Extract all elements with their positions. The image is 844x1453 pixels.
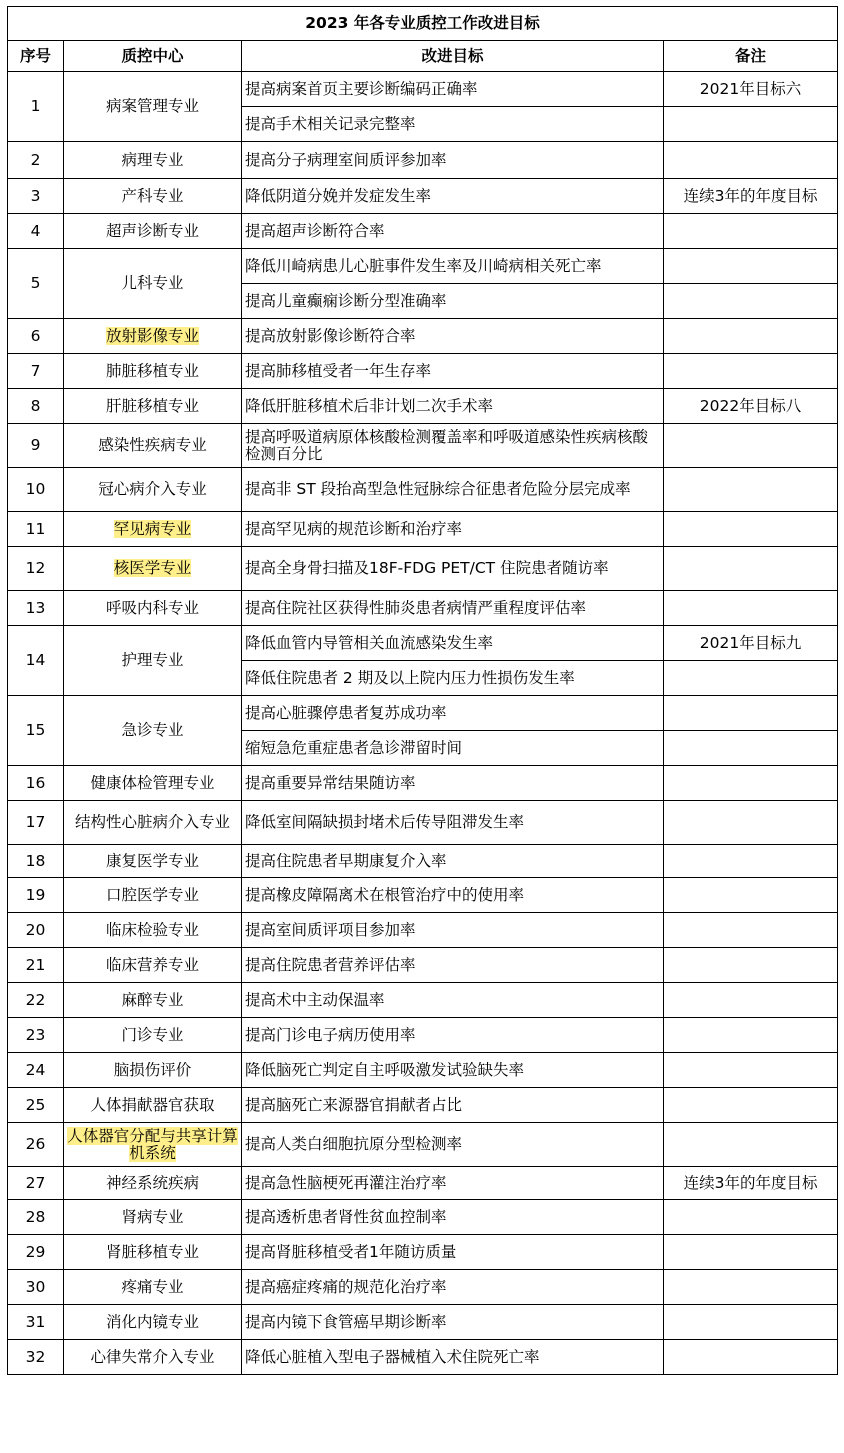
row-num: 20 — [8, 913, 64, 948]
row-note — [664, 878, 838, 913]
center-label: 感染性疾病专业 — [98, 436, 207, 454]
row-center — [64, 214, 242, 249]
center-label: 病理专业 — [121, 150, 184, 169]
center-label: 临床检验专业 — [105, 920, 199, 939]
row-num: 28 — [8, 1200, 64, 1235]
center-label: 脑损伤评价 — [113, 1060, 192, 1079]
row-center — [64, 1123, 242, 1167]
row-note — [664, 107, 838, 142]
row-note: 连续3年的年度目标 — [664, 1167, 838, 1200]
table-row — [8, 878, 838, 913]
table-row — [8, 948, 838, 983]
center-label: 临床营养专业 — [105, 955, 199, 974]
table-row — [8, 1200, 838, 1235]
row-num: 21 — [8, 948, 64, 983]
row-note — [664, 354, 838, 389]
row-num: 17 — [8, 801, 64, 845]
row-center — [64, 1167, 242, 1200]
table-row — [8, 626, 838, 661]
table-row — [8, 179, 838, 214]
row-center — [64, 878, 242, 913]
table-body — [8, 72, 838, 1375]
row-center — [64, 142, 242, 179]
table-row — [8, 389, 838, 424]
row-note — [664, 845, 838, 878]
center-label: 肾脏移植专业 — [105, 1242, 199, 1261]
center-label: 护理专业 — [121, 651, 184, 669]
center-label: 儿科专业 — [121, 274, 184, 292]
row-center — [64, 424, 242, 468]
row-goal: 提高手术相关记录完整率 — [242, 107, 664, 142]
row-center — [64, 468, 242, 512]
table-row — [8, 801, 838, 845]
table-row — [8, 142, 838, 179]
row-note — [664, 913, 838, 948]
table-row — [8, 1123, 838, 1167]
row-goal: 提高非 ST 段抬高型急性冠脉综合征患者危险分层完成率 — [242, 468, 664, 512]
row-note — [664, 1053, 838, 1088]
row-num: 13 — [8, 591, 64, 626]
row-note — [664, 1270, 838, 1305]
row-num: 31 — [8, 1305, 64, 1340]
row-goal: 提高心脏骤停患者复苏成功率 — [242, 696, 664, 731]
table-row — [8, 1235, 838, 1270]
row-note — [664, 948, 838, 983]
row-num: 1 — [8, 72, 64, 142]
table-row — [8, 72, 838, 107]
row-goal: 提高儿童癫痫诊断分型准确率 — [242, 284, 664, 319]
row-center — [64, 983, 242, 1018]
table-row — [8, 1305, 838, 1340]
center-label: 疼痛专业 — [121, 1277, 184, 1296]
table-row — [8, 547, 838, 591]
row-note — [664, 696, 838, 731]
row-goal: 提高肾脏移植受者1年随访质量 — [242, 1235, 664, 1270]
table-row — [8, 1270, 838, 1305]
table-row — [8, 766, 838, 801]
row-note — [664, 214, 838, 249]
table-row — [8, 696, 838, 731]
row-note — [664, 512, 838, 547]
row-note — [664, 547, 838, 591]
row-goal: 降低住院患者 2 期及以上院内压力性损伤发生率 — [242, 661, 664, 696]
row-goal: 提高呼吸道病原体核酸检测覆盖率和呼吸道感染性疾病核酸检测百分比 — [242, 424, 664, 468]
center-label: 放射影像专业 — [105, 326, 199, 345]
row-num: 19 — [8, 878, 64, 913]
table-row — [8, 319, 838, 354]
header-goal: 改进目标 — [242, 41, 664, 72]
row-goal: 降低阴道分娩并发症发生率 — [242, 179, 664, 214]
row-num: 24 — [8, 1053, 64, 1088]
center-label: 人体捐献器官获取 — [90, 1095, 215, 1114]
center-label: 肝脏移植专业 — [105, 396, 199, 415]
row-center — [64, 319, 242, 354]
row-goal: 提高肺移植受者一年生存率 — [242, 354, 664, 389]
header-num: 序号 — [8, 41, 64, 72]
row-goal: 提高室间质评项目参加率 — [242, 913, 664, 948]
table-row — [8, 1053, 838, 1088]
row-num: 16 — [8, 766, 64, 801]
row-note: 连续3年的年度目标 — [664, 179, 838, 214]
row-note — [664, 1018, 838, 1053]
row-center — [64, 1235, 242, 1270]
row-goal: 提高急性脑梗死再灌注治疗率 — [242, 1167, 664, 1200]
row-num: 7 — [8, 354, 64, 389]
center-label: 麻醉专业 — [121, 990, 184, 1009]
row-goal: 降低肝脏移植术后非计划二次手术率 — [242, 389, 664, 424]
center-label: 急诊专业 — [121, 721, 184, 739]
row-center — [64, 1088, 242, 1123]
row-note — [664, 983, 838, 1018]
center-label: 核医学专业 — [113, 559, 192, 577]
center-label: 冠心病介入专业 — [98, 480, 207, 498]
row-center — [64, 547, 242, 591]
row-center — [64, 696, 242, 766]
row-goal: 提高放射影像诊断符合率 — [242, 319, 664, 354]
row-note — [664, 1200, 838, 1235]
row-num: 25 — [8, 1088, 64, 1123]
row-goal: 提高癌症疼痛的规范化治疗率 — [242, 1270, 664, 1305]
row-goal: 降低脑死亡判定自主呼吸激发试验缺失率 — [242, 1053, 664, 1088]
table-row — [8, 1018, 838, 1053]
row-num: 5 — [8, 249, 64, 319]
row-goal: 提高重要异常结果随访率 — [242, 766, 664, 801]
row-goal: 提高人类白细胞抗原分型检测率 — [242, 1123, 664, 1167]
row-num: 15 — [8, 696, 64, 766]
row-note — [664, 319, 838, 354]
row-center — [64, 845, 242, 878]
row-center — [64, 249, 242, 319]
row-center — [64, 389, 242, 424]
center-label: 产科专业 — [121, 186, 184, 205]
row-note — [664, 1123, 838, 1167]
row-num: 22 — [8, 983, 64, 1018]
row-num: 23 — [8, 1018, 64, 1053]
table-row — [8, 249, 838, 284]
center-label: 健康体检管理专业 — [90, 773, 215, 792]
row-center — [64, 512, 242, 547]
row-goal: 提高透析患者肾性贫血控制率 — [242, 1200, 664, 1235]
row-num: 30 — [8, 1270, 64, 1305]
row-note — [664, 1340, 838, 1375]
row-note — [664, 468, 838, 512]
row-note — [664, 249, 838, 284]
row-goal: 降低心脏植入型电子器械植入术住院死亡率 — [242, 1340, 664, 1375]
header-note: 备注 — [664, 41, 838, 72]
row-note — [664, 142, 838, 179]
center-label: 康复医学专业 — [105, 851, 199, 870]
center-label: 结构性心脏病介入专业 — [74, 813, 230, 831]
table-row — [8, 591, 838, 626]
row-num: 9 — [8, 424, 64, 468]
center-label: 超声诊断专业 — [105, 221, 199, 240]
table-row — [8, 468, 838, 512]
row-num: 27 — [8, 1167, 64, 1200]
table-title: 2023 年各专业质控工作改进目标 — [8, 7, 838, 41]
row-note — [664, 731, 838, 766]
row-num: 18 — [8, 845, 64, 878]
row-note — [664, 1088, 838, 1123]
row-center — [64, 591, 242, 626]
row-note — [664, 1235, 838, 1270]
center-label: 肾病专业 — [121, 1207, 184, 1226]
table-row — [8, 1340, 838, 1375]
row-note — [664, 801, 838, 845]
row-num: 3 — [8, 179, 64, 214]
center-label: 心律失常介入专业 — [90, 1347, 215, 1366]
center-label: 肺脏移植专业 — [105, 361, 199, 380]
row-goal: 降低川崎病患儿心脏事件发生率及川崎病相关死亡率 — [242, 249, 664, 284]
row-num: 10 — [8, 468, 64, 512]
row-goal: 降低血管内导管相关血流感染发生率 — [242, 626, 664, 661]
row-center — [64, 1305, 242, 1340]
table-row — [8, 512, 838, 547]
row-num: 26 — [8, 1123, 64, 1167]
center-label: 人体器官分配与共享计算机系统 — [67, 1126, 238, 1162]
center-label: 消化内镜专业 — [105, 1312, 199, 1331]
row-note — [664, 424, 838, 468]
row-note — [664, 766, 838, 801]
row-center — [64, 1340, 242, 1375]
center-label: 口腔医学专业 — [105, 885, 199, 904]
row-num: 14 — [8, 626, 64, 696]
row-center — [64, 948, 242, 983]
row-num: 32 — [8, 1340, 64, 1375]
row-center — [64, 72, 242, 142]
row-note: 2021年目标九 — [664, 626, 838, 661]
row-center — [64, 913, 242, 948]
row-goal: 提高住院社区获得性肺炎患者病情严重程度评估率 — [242, 591, 664, 626]
row-goal: 提高住院患者早期康复介入率 — [242, 845, 664, 878]
row-num: 29 — [8, 1235, 64, 1270]
row-center — [64, 1270, 242, 1305]
row-num: 6 — [8, 319, 64, 354]
row-goal: 提高内镜下食管癌早期诊断率 — [242, 1305, 664, 1340]
row-num: 12 — [8, 547, 64, 591]
table-row — [8, 354, 838, 389]
center-label: 神经系统疾病 — [105, 1173, 199, 1192]
row-num: 8 — [8, 389, 64, 424]
table-row — [8, 913, 838, 948]
row-goal: 提高门诊电子病历使用率 — [242, 1018, 664, 1053]
table-row — [8, 1167, 838, 1200]
row-center — [64, 626, 242, 696]
row-center — [64, 179, 242, 214]
center-label: 罕见病专业 — [113, 519, 192, 538]
row-note — [664, 661, 838, 696]
row-goal: 提高脑死亡来源器官捐献者占比 — [242, 1088, 664, 1123]
row-note — [664, 591, 838, 626]
table-row — [8, 424, 838, 468]
row-center — [64, 1053, 242, 1088]
row-note: 2022年目标八 — [664, 389, 838, 424]
row-goal: 提高分子病理室间质评参加率 — [242, 142, 664, 179]
center-label: 病案管理专业 — [105, 97, 199, 115]
table-row — [8, 845, 838, 878]
row-goal: 提高橡皮障隔离术在根管治疗中的使用率 — [242, 878, 664, 913]
row-note — [664, 1305, 838, 1340]
row-goal: 提高罕见病的规范诊断和治疗率 — [242, 512, 664, 547]
row-center — [64, 801, 242, 845]
row-goal: 提高全身骨扫描及18F-FDG PET/CT 住院患者随访率 — [242, 547, 664, 591]
row-note: 2021年目标六 — [664, 72, 838, 107]
center-label: 门诊专业 — [121, 1025, 184, 1044]
row-num: 4 — [8, 214, 64, 249]
table-row — [8, 983, 838, 1018]
row-num: 11 — [8, 512, 64, 547]
row-center — [64, 354, 242, 389]
row-center — [64, 1200, 242, 1235]
table-row — [8, 1088, 838, 1123]
table-row — [8, 214, 838, 249]
header-center: 质控中心 — [64, 41, 242, 72]
row-goal: 降低室间隔缺损封堵术后传导阻滞发生率 — [242, 801, 664, 845]
row-note — [664, 284, 838, 319]
quality-goals-table — [7, 6, 838, 1375]
row-center — [64, 1018, 242, 1053]
row-goal: 提高超声诊断符合率 — [242, 214, 664, 249]
row-num: 2 — [8, 142, 64, 179]
row-center — [64, 766, 242, 801]
row-goal: 提高住院患者营养评估率 — [242, 948, 664, 983]
row-goal: 提高病案首页主要诊断编码正确率 — [242, 72, 664, 107]
row-goal: 提高术中主动保温率 — [242, 983, 664, 1018]
row-goal: 缩短急危重症患者急诊滞留时间 — [242, 731, 664, 766]
center-label: 呼吸内科专业 — [105, 598, 199, 617]
